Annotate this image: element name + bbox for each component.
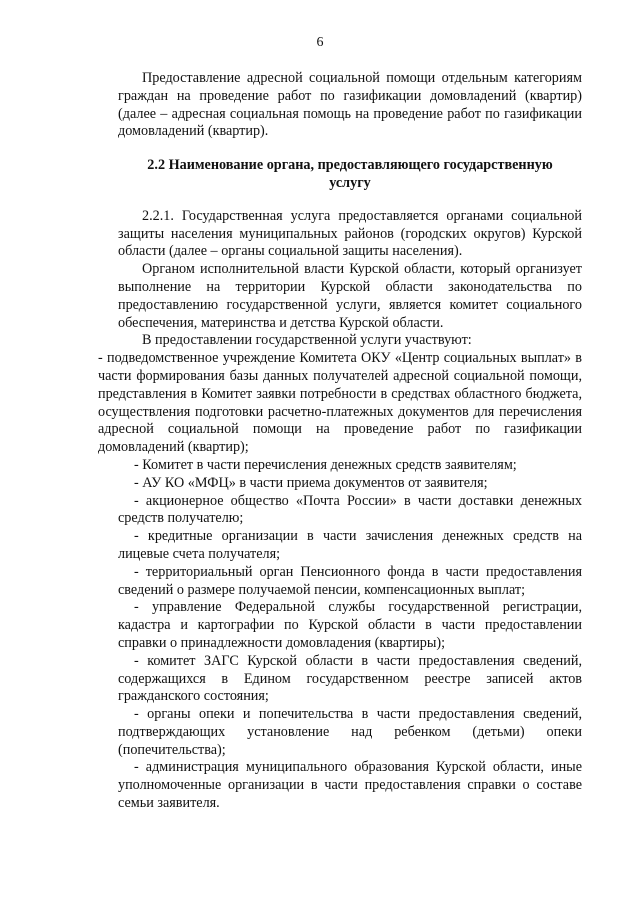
list-item: - администрация муниципального образования Курской области, иные уполномоченные организации в части предоставления справки о составе семьи заявителя. xyxy=(118,759,582,812)
list-item: - комитет ЗАГС Курской области в части предоставления сведений, содержащихся в Едином государственном реестре записей актов гражданского состояния; xyxy=(118,652,582,705)
paragraph-executive-body: Органом исполнительной власти Курской области, который организует выполнение на территории Курской области законодательства по предоставлению государственной услуги, является комитет социального обеспечения, материнства и детства Курской области. xyxy=(118,261,582,331)
section-title: 2.2 Наименование органа, предоставляющего государственную услугу xyxy=(147,157,553,191)
list-item: - Комитет в части перечисления денежных средств заявителям; xyxy=(134,456,517,473)
list-item: - органы опеки и попечительства в части предоставления сведений, подтверждающих установление над ребенком (детьми) опеки (попечительства); xyxy=(118,706,582,758)
participants-list xyxy=(98,350,582,813)
paragraph-participants-intro: В предоставлении государственной услуги участвуют: xyxy=(142,332,472,349)
page-body xyxy=(98,70,582,813)
list-item: - подведомственное учреждение Комитета ОКУ «Центр социальных выплат» в части формирования базы данных получателей адресной социальной помощи, представления в Комитет заявки потребности в средствах областного бюджета, осуществления подготовки расчетно-платежных документов для перечисления адресной социальной помощи на проведение работ по газификации домовладений (квартир); xyxy=(98,350,582,456)
list-item: - АУ КО «МФЦ» в части приема документов от заявителя; xyxy=(134,474,488,491)
paragraph-2-2-1: 2.2.1. Государственная услуга предоставляется органами социальной защиты населения муниципальных районов (городских округов) Курской области (далее – органы социальной защиты населения). xyxy=(118,207,582,260)
list-item: - акционерное общество «Почта России» в части доставки денежных средств получателю; xyxy=(118,492,582,527)
list-item: - кредитные организации в части зачисления денежных средств на лицевые счета получателя; xyxy=(118,528,582,562)
list-item: - территориальный орган Пенсионного фонда в части предоставления сведений о размере получаемой пенсии, компенсационных выплат; xyxy=(118,563,582,598)
intro-paragraph: Предоставление адресной социальной помощи отдельным категориям граждан на проведение работ по газификации домовладений (квартир) (далее – адресная социальная помощь на проведение работ по газификации домовладений (квартир). xyxy=(118,70,582,140)
list-item: - управление Федеральной службы государственной регистрации, кадастра и картографии по Курской области в части предоставлении справки о принадлежности домовладения (квартиры); xyxy=(118,599,582,651)
page-number: 6 xyxy=(316,35,324,50)
